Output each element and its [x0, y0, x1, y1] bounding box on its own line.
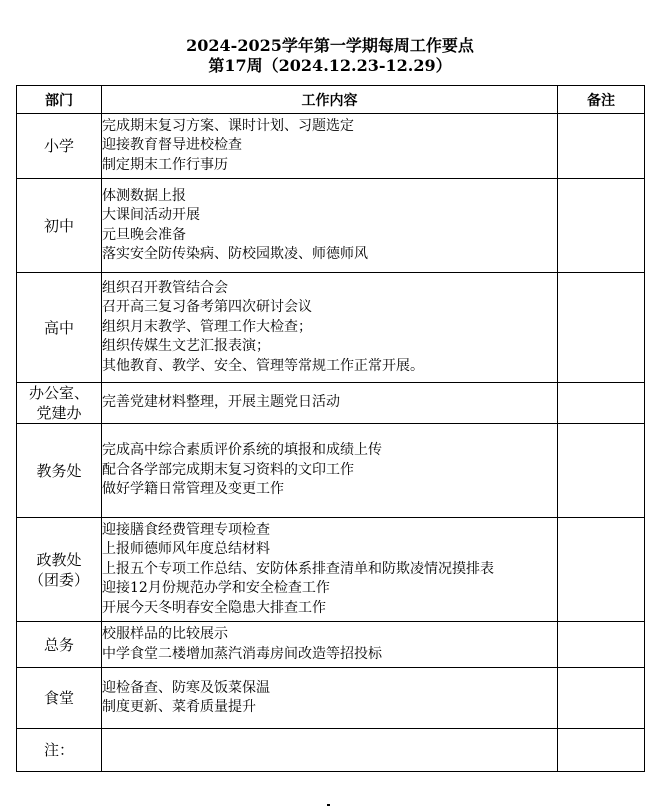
header-dept: 部门	[17, 86, 102, 114]
task-item: 配合各学部完成期末复习资料的文印工作	[102, 461, 354, 478]
dept-cell	[17, 668, 102, 729]
dept-cell	[17, 114, 102, 179]
dept-label: 党建办	[36, 404, 82, 422]
note-remark	[558, 729, 645, 772]
content-cell	[102, 179, 558, 273]
task-item: 迎接教育督导进校检查	[102, 137, 242, 154]
dept-cell	[17, 424, 102, 518]
remark-cell	[558, 179, 645, 273]
page-title: 2024-2025学年第一学期每周工作要点	[186, 36, 474, 55]
dept-label: 总务	[43, 635, 74, 654]
task-item: 完善党建材料整理，开展主题党日活动	[102, 394, 340, 411]
header-remark: 备注	[558, 86, 645, 114]
content-cell	[102, 518, 558, 622]
note-row	[17, 729, 645, 772]
remark-cell	[558, 273, 645, 383]
remark-cell	[558, 383, 645, 424]
task-item: 完成期末复习方案、课时计划、习题选定	[102, 117, 354, 134]
dept-cell	[17, 273, 102, 383]
note-content	[102, 729, 558, 772]
table-row	[17, 622, 645, 668]
remark-cell	[558, 622, 645, 668]
table-row	[17, 179, 645, 273]
task-item: 做好学籍日常管理及变更工作	[102, 481, 284, 498]
remark-cell	[558, 668, 645, 729]
dept-label: 办公室、	[28, 384, 89, 402]
content-cell	[102, 383, 558, 424]
content-cell	[102, 273, 558, 383]
content-cell	[102, 668, 558, 729]
task-item: 上报五个专项工作总结、安防体系排查清单和防欺凌情况摸排表	[102, 560, 494, 577]
table-header-row	[17, 86, 645, 114]
note-label: 注：	[17, 729, 102, 772]
task-item: 制定期末工作行事历	[102, 156, 228, 173]
task-item: 迎检备查、防寒及饭菜保温	[102, 679, 270, 696]
remark-cell	[558, 424, 645, 518]
dept-label: 教务处	[36, 461, 82, 480]
dept-cell	[17, 622, 102, 668]
dept-label: 食堂	[43, 689, 74, 707]
dept-label: 政教处	[36, 550, 82, 569]
task-item: 大课间活动开展	[102, 207, 200, 224]
dept-cell	[17, 518, 102, 622]
table-row	[17, 424, 645, 518]
task-item: 其他教育、教学、安全、管理等常规工作正常开展。	[102, 357, 424, 374]
content-cell	[102, 114, 558, 179]
content-cell	[102, 622, 558, 668]
page-mark	[327, 804, 330, 806]
task-item: 落实安全防传染病、防校园欺凌、师德师风	[102, 245, 368, 262]
dept-label: 小学	[43, 137, 74, 155]
weekly-plan-table	[16, 85, 645, 772]
task-item: 校服样品的比较展示	[102, 626, 228, 643]
task-item: 迎接膳食经费管理专项检查	[102, 521, 270, 538]
dept-cell	[17, 179, 102, 273]
task-item: 组织传媒生文艺汇报表演；	[102, 338, 270, 355]
dept-cell	[17, 383, 102, 424]
table-row	[17, 114, 645, 179]
task-item: 制度更新、菜肴质量提升	[102, 699, 256, 715]
task-item: 迎接12月份规范办学和安全检查工作	[102, 580, 330, 597]
page-subtitle: 第17周（2024.12.23-12.29）	[208, 56, 452, 75]
task-item: 组织召开教管结合会	[102, 279, 228, 296]
task-item: 上报师德师风年度总结材料	[102, 541, 270, 558]
content-cell	[102, 424, 558, 518]
remark-cell	[558, 114, 645, 179]
dept-label: 高中	[43, 318, 74, 337]
task-item: 体测数据上报	[102, 187, 186, 204]
dept-label: 初中	[43, 216, 74, 235]
task-item: 完成高中综合素质评价系统的填报和成绩上传	[102, 442, 382, 459]
table-row	[17, 383, 645, 424]
task-item: 元旦晚会准备	[102, 226, 186, 243]
task-item: 召开高三复习备考第四次研讨会议	[102, 299, 312, 316]
table-row	[17, 273, 645, 383]
task-item: 组织月末教学、管理工作大检查；	[102, 318, 312, 335]
table-row	[17, 518, 645, 622]
task-item: 中学食堂二楼增加蒸汽消毒房间改造等招投标	[102, 645, 382, 662]
dept-label: （团委）	[28, 570, 89, 589]
remark-cell	[558, 518, 645, 622]
header-content: 工作内容	[102, 86, 558, 114]
table-row	[17, 668, 645, 729]
task-item: 开展今天冬明春安全隐患大排查工作	[102, 599, 326, 616]
